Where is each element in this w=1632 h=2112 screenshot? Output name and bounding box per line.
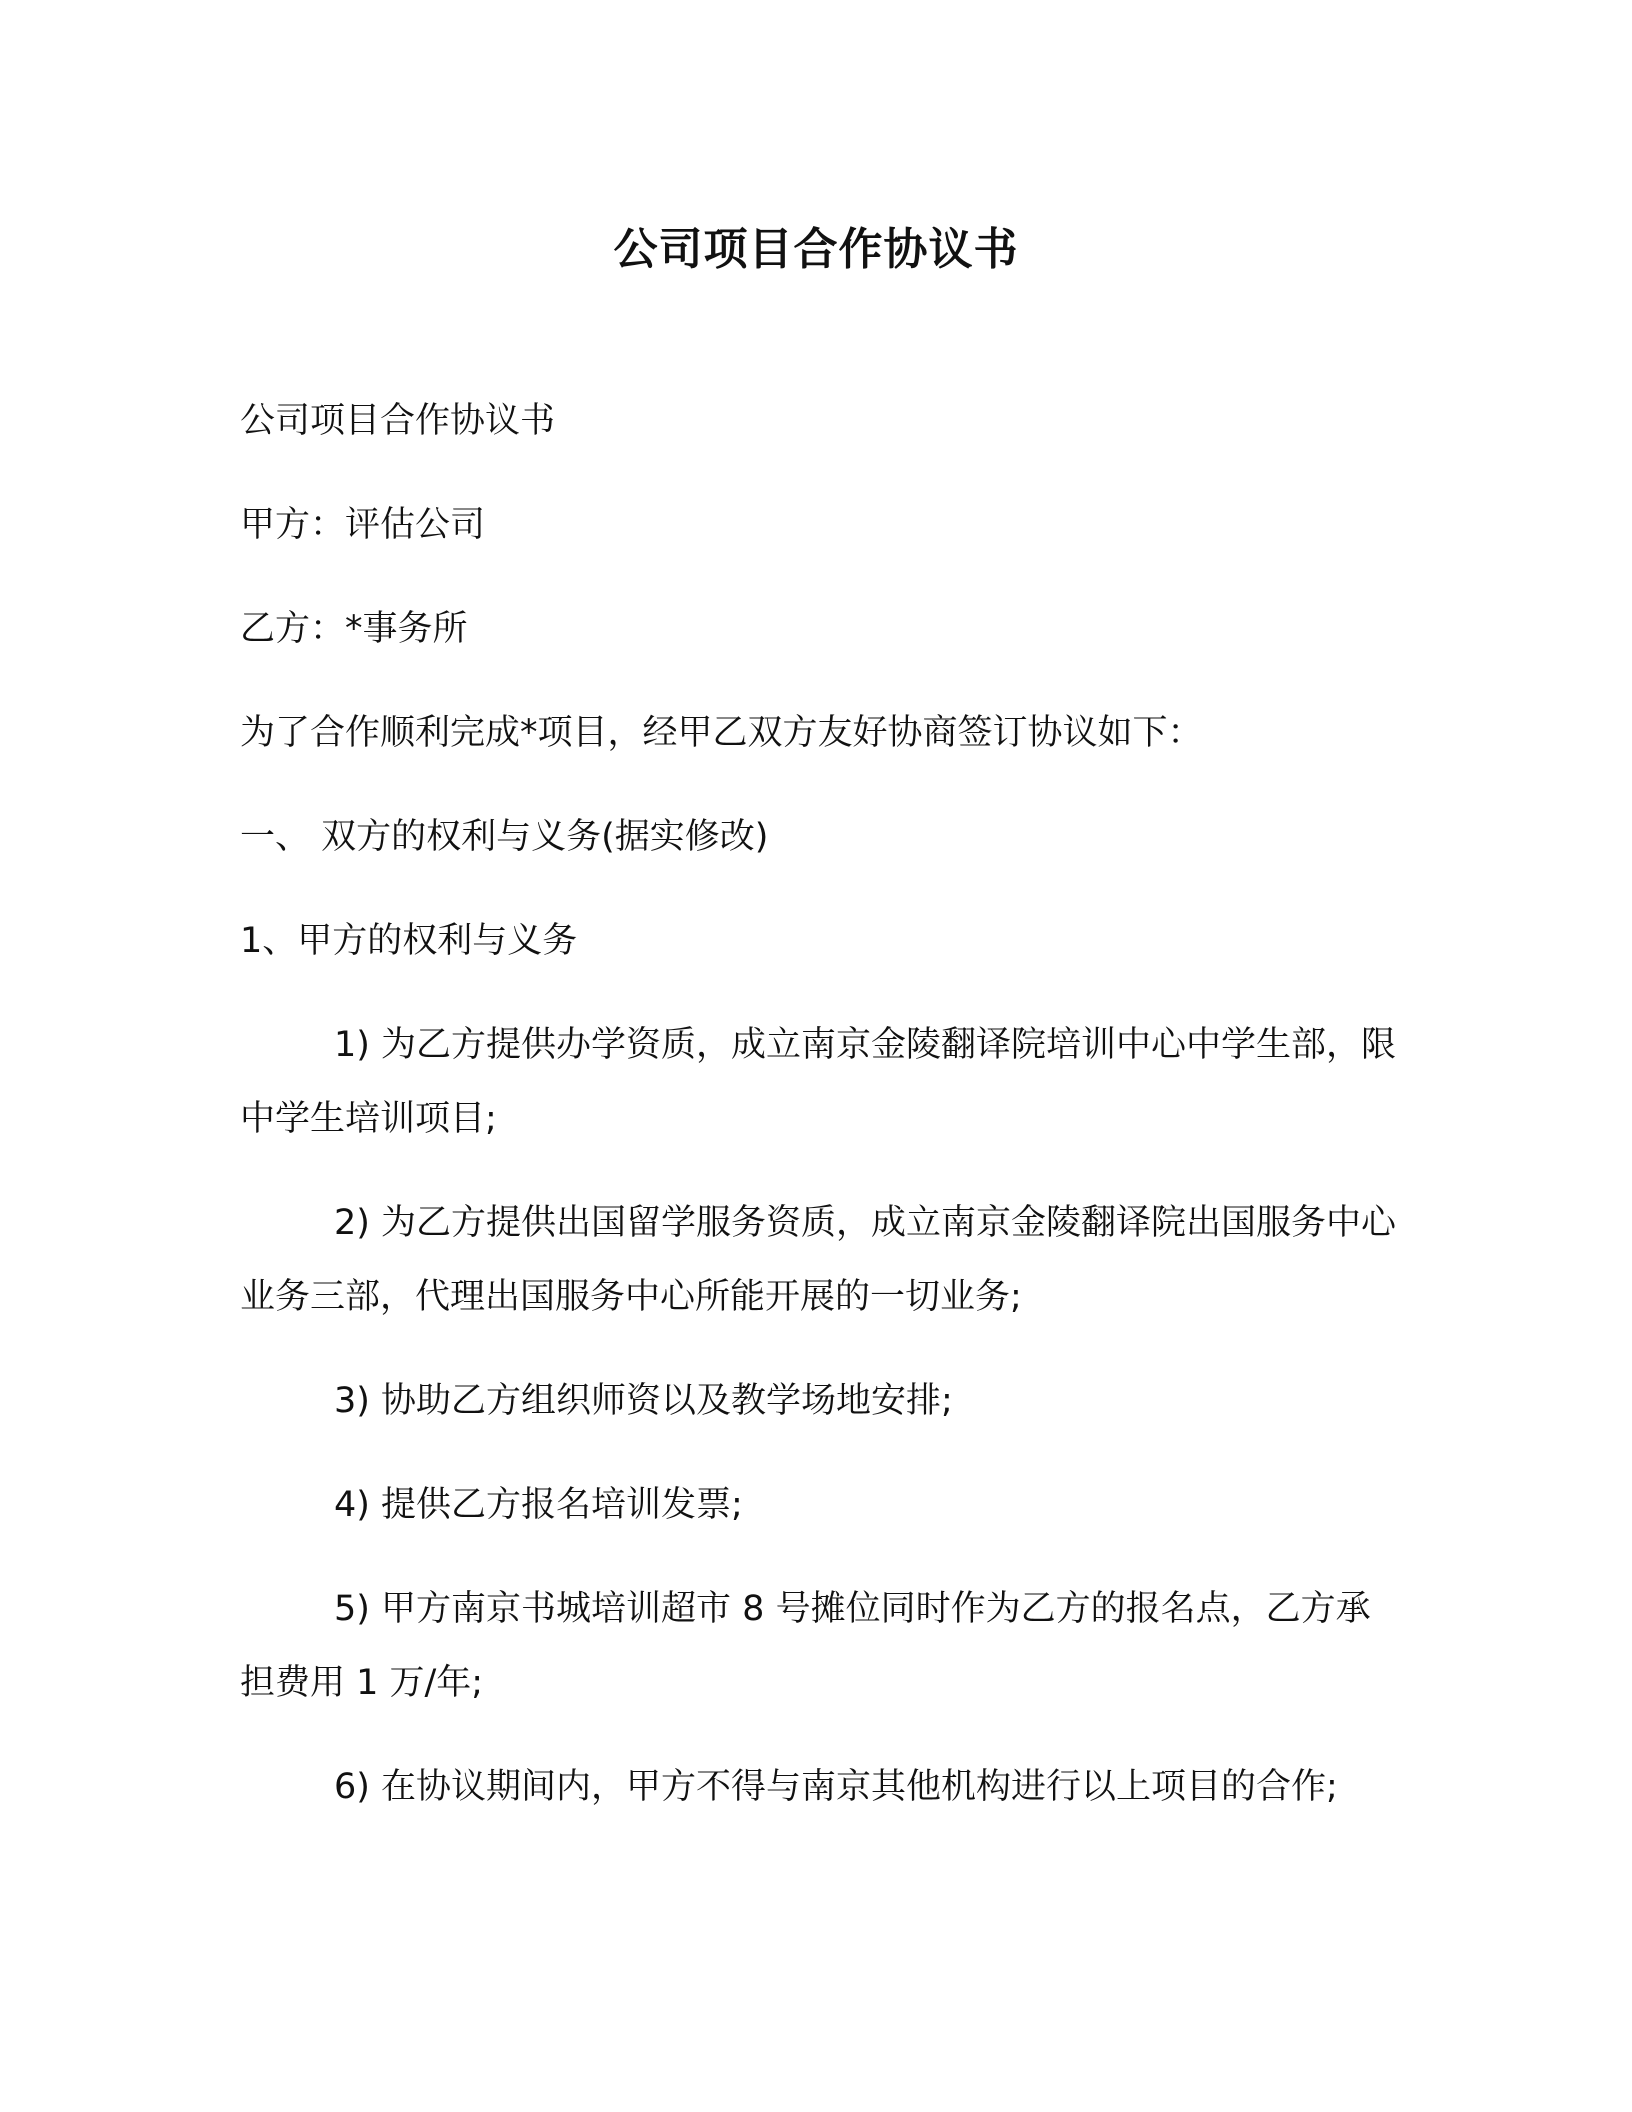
paragraph-item-6: 6) 在协议期间内，甲方不得与南京其他机构进行以上项目的合作; — [334, 1767, 1338, 1807]
paragraph-item-5-text: 5) 甲方南京书城培训超市 8 号摊位同时作为乙方的报名点，乙方承担费用 1 万/年; — [240, 1589, 1371, 1703]
paragraph-party-a: 甲方：评估公司 — [240, 505, 486, 545]
paragraph-subsection-1: 1、甲方的权利与义务 — [240, 921, 578, 961]
paragraph-item-4: 4) 提供乙方报名培训发票; — [334, 1485, 743, 1525]
paragraph-item-2-text: 2) 为乙方提供出国留学服务资质，成立南京金陵翻译院出国服务中心业务三部，代理出国服务中心所能开展的一切业务; — [240, 1203, 1397, 1317]
paragraph-preamble: 为了合作顺利完成*项目，经甲乙双方友好协商签订协议如下： — [240, 713, 1203, 753]
paragraph-item-5 — [240, 1572, 1400, 1720]
paragraph-item-2 — [240, 1186, 1400, 1334]
paragraph-item-3: 3) 协助乙方组织师资以及教学场地安排; — [334, 1381, 953, 1421]
paragraph-section-1: 一、 双方的权利与义务(据实修改) — [240, 817, 769, 857]
paragraph-heading: 公司项目合作协议书 — [240, 401, 556, 441]
document-title: 公司项目合作协议书 — [613, 224, 1019, 275]
paragraph-party-b: 乙方：*事务所 — [240, 609, 468, 649]
paragraph-item-1 — [240, 1008, 1400, 1156]
paragraph-item-1-text: 1) 为乙方提供办学资质，成立南京金陵翻译院培训中心中学生部，限中学生培训项目; — [240, 1025, 1397, 1139]
